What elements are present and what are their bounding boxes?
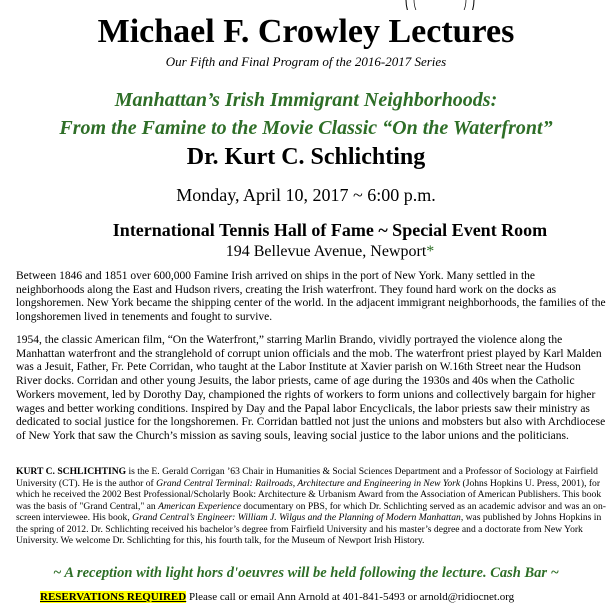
reception-note: ~ A reception with light hors d'oeuvres will be held following the lecture. Cash Bar ~ (53, 565, 559, 581)
speaker-name: Dr. Kurt C. Schlichting (186, 144, 426, 170)
history-paragraph: Between 1846 and 1851 over 600,000 Famine Irish arrived on ships in the port of New York. Many settled in the neighborhoods along the East and Hudson rivers, creating the Irish waterfront. They found hard work on the docks as longshoremen. New York became the shipping center of the world. In the adjacent immigrant neighborhoods, the families of the longshoremen lived in tenements and fought to survive. (16, 270, 606, 324)
series-subtitle: Our Fifth and Final Program of the 2016-2017 Series (165, 54, 447, 69)
bio-text: documentary on PBS, for which Dr. Schlichting served as an academic advisor and was an on-screen interviewee. His book, (16, 500, 606, 523)
bio-text: is the E. Gerald Corrigan ’63 Chair in Humanities & Social Sciences Department and a Professor of Sociology at Fairfield University (CT). He is the author of (16, 466, 598, 489)
reservations-contact: Please call or email Ann Arnold at 401-841-5493 or arnold@ridiocnet.org (186, 591, 515, 603)
topic-title-line2: From the Famine to the Movie Classic “On the Waterfront” (59, 117, 553, 139)
topic-title-line1: Manhattan’s Irish Immigrant Neighborhoods: (114, 89, 498, 111)
speaker-bio (16, 466, 610, 547)
film-paragraph: 1954, the classic American film, “On the Waterfront,” starring Marlin Brando, vividly portrayed the violence along the Manhattan waterfront and the stranglehold of corrupt union officials and the mob. The waterfront priest played by Karl Malden was a Jesuit, Father, Fr. Pete Corridan, who taught at the Labor Institute at Xavier parish on W.16th Street near the Hudson River docks. Corridan and other young Jesuits, the labor priests, came of age during the 1930s and 40s when the Catholic Workers movement, led by Dorothy Day, championed the rights of workers to form unions and collectively bargain for higher wages and better working conditions. Inspired by Day and the Papal labor Encyclicals, the labor priests saw their ministry as dedicated to social justice for the longshoremen. Fr. Corridan battled not just the unions and mobsters but also with Archdiocese of New York that saw the Church’s mission as saving souls, leaving social justice to the labor unions and the politicians. (16, 334, 606, 442)
bio-book-title: Grand Central’s Engineer: William J. Wilgus and the Planning of Modern Manhattan (132, 512, 461, 523)
museum-seal (384, 0, 496, 10)
bio-book-title: Grand Central Terminal: Railroads, Architecture and Engineering in New York (156, 477, 461, 489)
event-datetime: Monday, April 10, 2017 ~ 6:00 p.m. (176, 185, 436, 205)
bio-text: , was published by Johns Hopkins in the spring of 2012. Dr. Schlichting received his bachelor’s degree from Fairfield University and his master’s degree and a doctorate from New York University. We welcome Dr. Schlichting for this, his fourth talk, for the Museum of Newport Irish History. (16, 512, 602, 546)
seal-icon (384, 0, 496, 10)
address-text: 194 Bellevue Avenue, Newport (225, 243, 427, 260)
bio-documentary-title: American Experience (158, 500, 241, 512)
venue-address (0, 242, 612, 262)
reservations-label: RESERVATIONS REQUIRED (40, 591, 187, 603)
reservations-line (40, 590, 612, 604)
venue-name: International Tennis Hall of Fame ~ Special Event Room (112, 220, 548, 240)
bio-text: (Johns Hopkins U. Press, 2001), for which he received the 2002 Best Professional/Scholarly Book: Architecture & Urbanism Award from the Association of American Publishers. This book was the basis of "Grand Central," an (16, 477, 602, 512)
lecture-series-title: Michael F. Crowley Lectures (97, 13, 515, 50)
address-asterisk: * (426, 243, 435, 260)
bio-name: KURT C. SCHLICHTING (16, 466, 127, 477)
